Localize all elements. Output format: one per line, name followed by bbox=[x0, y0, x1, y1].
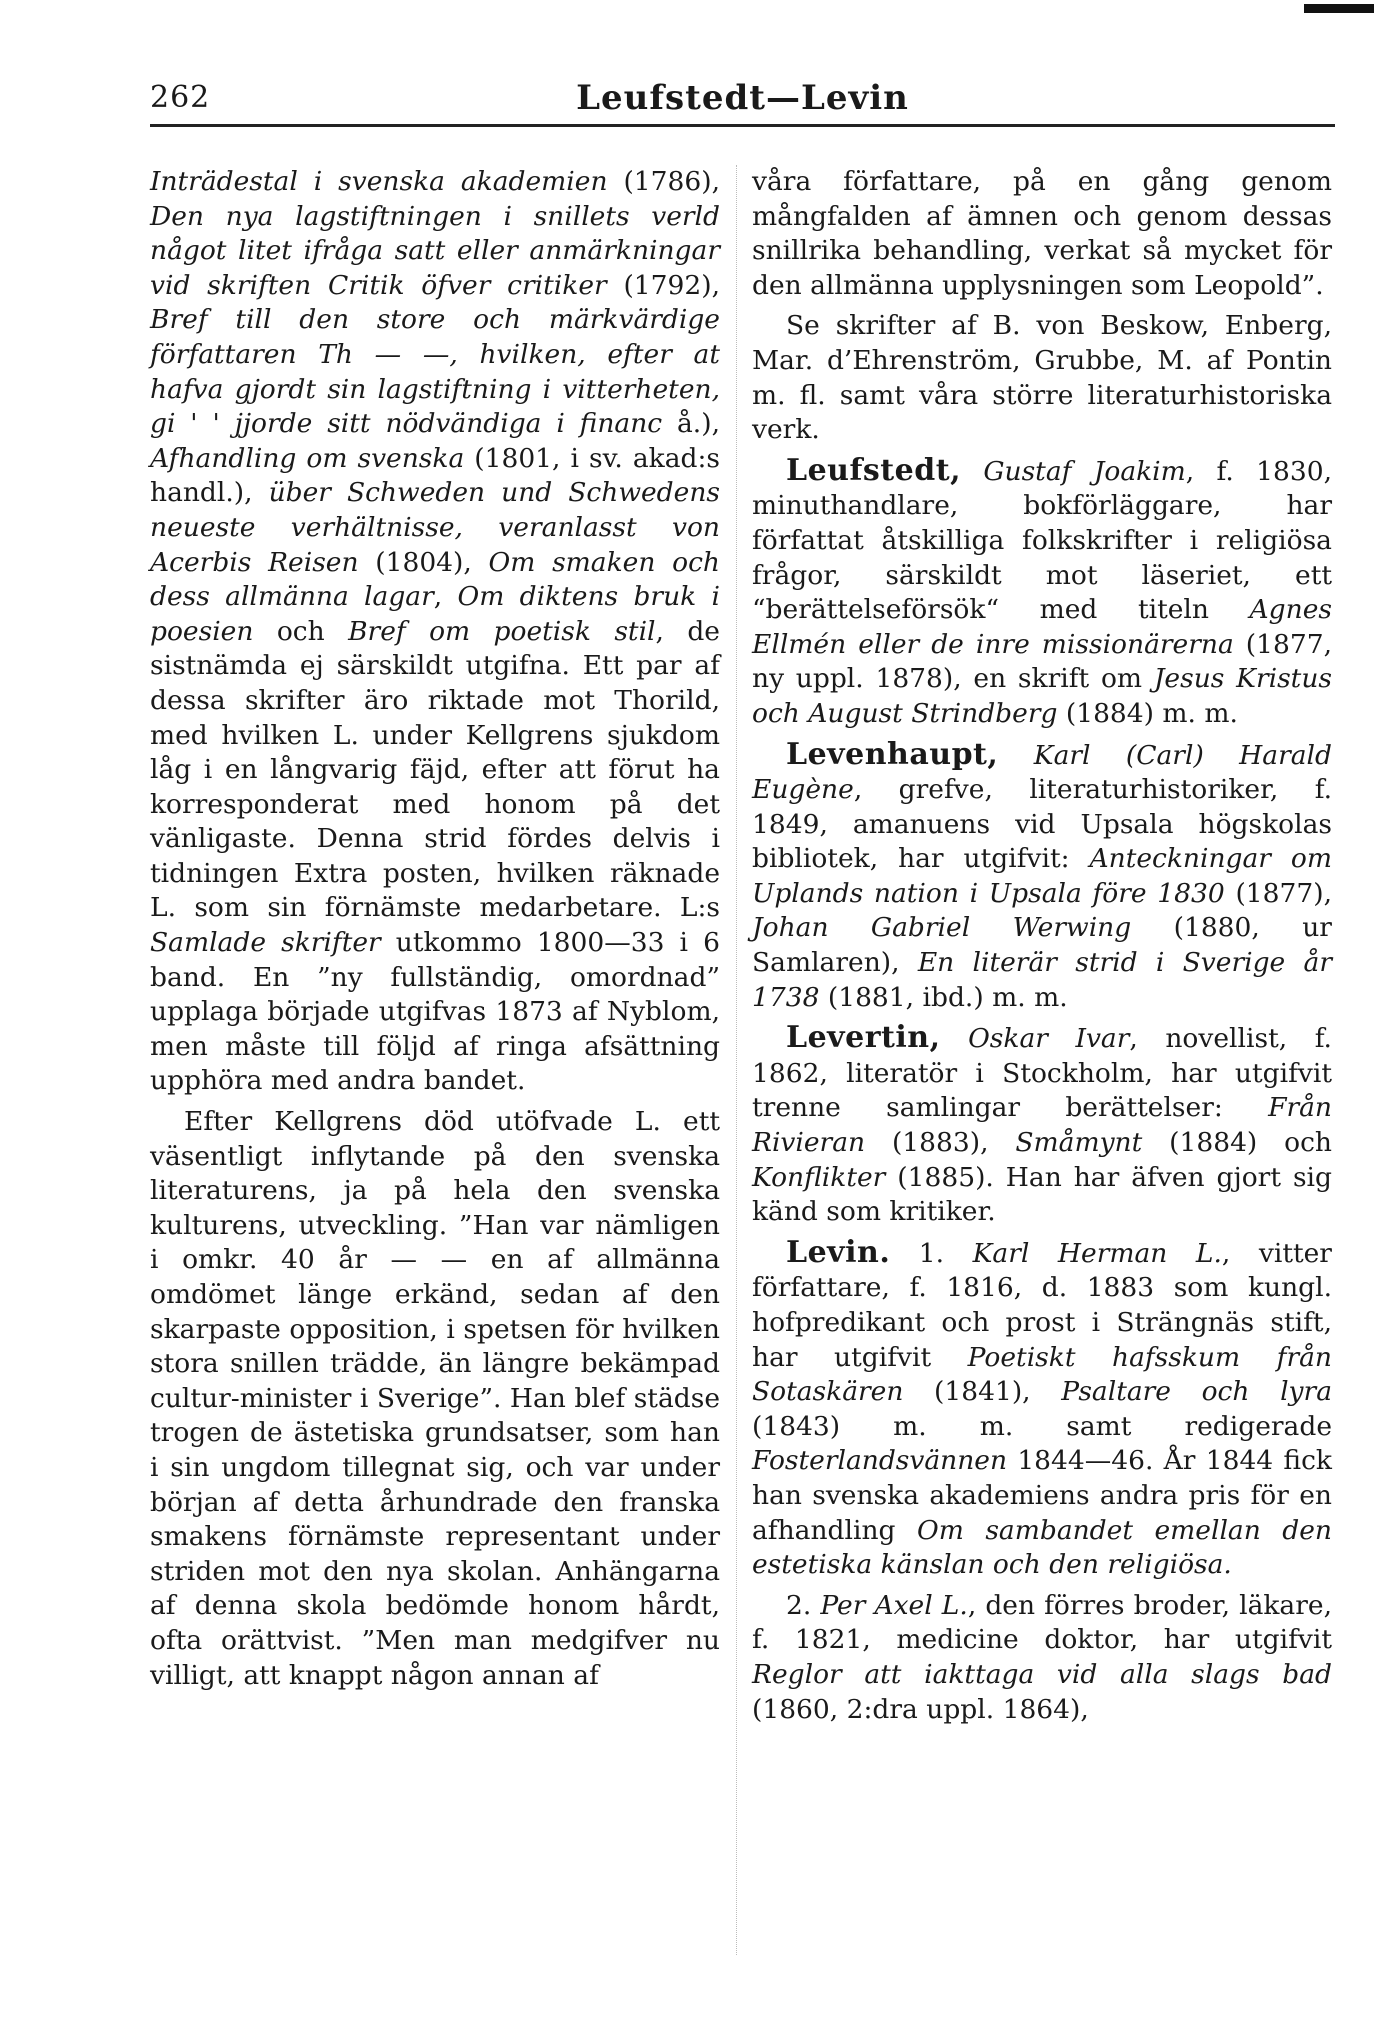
text-run: (1843) m. m. samt redigerade bbox=[752, 1410, 1332, 1442]
text-run bbox=[961, 456, 983, 487]
italic-title-run: Inträdestal i svenska akademien bbox=[150, 166, 608, 197]
text-run: (1860, 2:dra uppl. 1864), bbox=[752, 1693, 1089, 1725]
italic-title-run: Karl (Carl) Harald Eugène bbox=[752, 739, 1332, 806]
italic-title-run: Jesus Kristus och August Strindberg bbox=[752, 663, 1333, 729]
italic-title-run: Agnes Ellmén eller de inre missionärerna bbox=[752, 594, 1332, 660]
text-run: (1841), bbox=[903, 1376, 1062, 1408]
text-run: 1844—46. År 1844 fick han svenska akademiens andra pris för en afhandling bbox=[752, 1445, 1332, 1546]
text-run: (1804), bbox=[358, 546, 489, 578]
running-head bbox=[150, 80, 1335, 127]
italic-title-run: En literär strid i Sverige år 1738 bbox=[752, 947, 1332, 1013]
italic-title-run: Per Axel L. bbox=[820, 1589, 968, 1621]
italic-title-run: über Schweden und Schwedens neueste verhältnisse, veranlasst von Acerbis Reisen bbox=[150, 477, 720, 578]
text-run: , f. 1830, minuthandlare, bokförläggare, har författat åtskilliga folkskrifter i religiösa frågor, särskildt mot läseriet, ett “berättelseförsök“ med titeln bbox=[752, 455, 1332, 626]
text-run: (1877), bbox=[1224, 877, 1332, 909]
entry-leufstedt bbox=[752, 454, 1332, 732]
text-run: (1877, ny uppl. 1878), en skrift om bbox=[752, 628, 1332, 695]
column-divider bbox=[736, 165, 737, 1955]
italic-title-run: Bref till den store och märkvärdige författaren Th — —, hvilken, efter at hafva gjordt sin lagstiftning i vitterheten, gi ' ' jjorde sitt nödvändiga i financ bbox=[150, 304, 720, 440]
text-run: , de sistnämda ej särskildt utgifna. Ett par af dessa skrifter äro riktade mot Thorild, med hvilken L. under Kellgrens sjukdom låg i en långvarig fäjd, efter att förut ha korresponderat med honom på det vänligaste. Denna strid fördes delvis i tidningen Extra posten, hvilken räknade L. som sin förnämste medarbetare. L:s bbox=[150, 615, 720, 924]
entry-headword: Levin. bbox=[786, 1234, 891, 1270]
text-run: (1881, ibd.) m. m. bbox=[819, 981, 1068, 1013]
text-run: (1884) m. m. bbox=[1057, 697, 1238, 729]
paragraph-leopold-influence bbox=[150, 1105, 720, 1693]
italic-title-run: Anteckningar om Uplands nation i Upsala före 1830 bbox=[752, 843, 1332, 909]
text-run: (1884) och bbox=[1142, 1127, 1332, 1159]
text-run: , novellist, f. 1862, literatör i Stockholm, har utgifvit trenne samlingar berättelser: bbox=[752, 1023, 1332, 1124]
paragraph-leopold-works bbox=[150, 165, 720, 1099]
page-number: 262 bbox=[150, 80, 211, 115]
text-run: (1880, ur Samlaren), bbox=[752, 912, 1332, 979]
scan-edge-mark bbox=[1304, 4, 1374, 13]
text-run: (1786), bbox=[607, 166, 721, 197]
italic-title-run: Fosterlandsvännen bbox=[752, 1445, 1008, 1477]
italic-title-run: Konflikter bbox=[752, 1161, 886, 1193]
text-run: (1792), bbox=[606, 269, 720, 301]
text-run: Se skrifter af B. von Beskow, Enberg, Mar. d’Ehrenström, Grubbe, M. af Pontin m. fl. samt våra större literaturhistoriska verk. bbox=[752, 310, 1332, 446]
page-title: Leufstedt—Levin bbox=[576, 78, 909, 118]
text-run: , grefve, literaturhistoriker, f. 1849, amanuens vid Upsala högskolas bibliotek, har utgifvit: bbox=[752, 774, 1332, 875]
entry-headword: Leufstedt, bbox=[786, 452, 962, 488]
italic-title-run: Småmynt bbox=[1015, 1127, 1143, 1159]
italic-title-run: Psaltare och lyra bbox=[1061, 1376, 1332, 1408]
text-run: , bbox=[433, 581, 458, 613]
italic-title-run: Den nya lagstiftningen i snillets verld något litet ifråga satt eller anmärkningar vid skriften Critik öfver critiker bbox=[150, 200, 720, 301]
text-run: (1885). Han har äfven gjort sig känd som kritiker. bbox=[752, 1161, 1332, 1228]
italic-title-run: Afhandling om svenska bbox=[150, 442, 465, 474]
entry-headword: Levenhaupt, bbox=[786, 736, 999, 772]
text-run: 2. bbox=[786, 1589, 821, 1621]
text-run: å.), bbox=[662, 408, 720, 440]
entry-levenhaupt bbox=[752, 738, 1332, 1016]
italic-title-run: Om diktens bruk i poesien bbox=[150, 581, 720, 647]
italic-title-run: Reglor att iakttaga vid alla slags bad bbox=[752, 1658, 1332, 1690]
entry-levin-karl-herman bbox=[752, 1236, 1332, 1583]
text-run: (1883), bbox=[865, 1127, 1016, 1159]
text-run: Efter Kellgrens död utöfvade L. ett väsentligt inflytande på den svenska literaturens, ja på hela den svenska kulturens, utveckling. ”Han var nämligen i omkr. 40 år — — en af allmänna omdömet länge erkänd, sedan af den skarpaste opposition, i spetsen för hvilken stora snillen trädde, än längre bekämpad cultur-minister i Sverige”. Han blef städse trogen de ästetiska grundsatser, som han i sin ungdom tillegnat sig, och var under början af detta århundrade den franska smakens förnämste representant under striden mot den nya skolan. Anhängarna af denna skola bedömde honom hårdt, ofta orättvist. ”Men man medgifver nu villigt, att knappt någon annan af bbox=[150, 1106, 720, 1691]
text-run: , vitter författare, f. 1816, d. 1883 som kungl. hofpredikant och prost i Strängnäs stift, har utgifvit bbox=[752, 1237, 1332, 1373]
text-run bbox=[998, 740, 1033, 771]
text-run bbox=[941, 1023, 969, 1054]
italic-title-run: Johan Gabriel Werwing bbox=[752, 912, 1132, 944]
italic-title-run: Om sambandet emellan den estetiska känslan och den religiösa. bbox=[752, 1514, 1332, 1581]
entry-levin-per-axel bbox=[752, 1589, 1332, 1727]
left-column bbox=[150, 165, 720, 1693]
right-column bbox=[752, 165, 1332, 1727]
text-run: , den förres broder, läkare, f. 1821, medicine doktor, har utgifvit bbox=[752, 1589, 1332, 1656]
italic-title-run: Poetiskt hafsskum från Sotaskären bbox=[752, 1341, 1332, 1408]
italic-title-run: Om smaken och dess allmänna lagar bbox=[150, 546, 720, 613]
text-run: utkommo 1800—33 i 6 band. En ”ny fullständig, omordnad” upplaga började utgifvas 1873 af Nyblom, men måste till följd af ringa afsättning upphöra med andra bandet. bbox=[150, 927, 720, 1097]
italic-title-run: Karl Herman L. bbox=[972, 1237, 1222, 1269]
entry-headword: Levertin, bbox=[786, 1020, 941, 1056]
text-run: 1. bbox=[890, 1237, 973, 1269]
text-run: (1801, i sv. akad:s handl.), bbox=[150, 442, 720, 509]
paragraph-sources bbox=[752, 309, 1332, 447]
entry-levertin bbox=[752, 1021, 1332, 1230]
italic-title-run: Bref om poetisk stil bbox=[348, 615, 656, 647]
italic-title-run: Gustaf Joakim bbox=[983, 455, 1186, 487]
text-run: och bbox=[253, 615, 349, 647]
text-run: våra författare, på en gång genom mångfalden af ämnen och genom dessas snillrika behandling, verkat så mycket för den allmänna upplysningen som Leopold”. bbox=[752, 166, 1332, 301]
italic-title-run: Samlade skrifter bbox=[150, 927, 381, 959]
paragraph-leopold-conclusion bbox=[752, 165, 1332, 303]
italic-title-run: Från Rivieran bbox=[752, 1092, 1332, 1159]
italic-title-run: Oskar Ivar bbox=[968, 1023, 1130, 1055]
